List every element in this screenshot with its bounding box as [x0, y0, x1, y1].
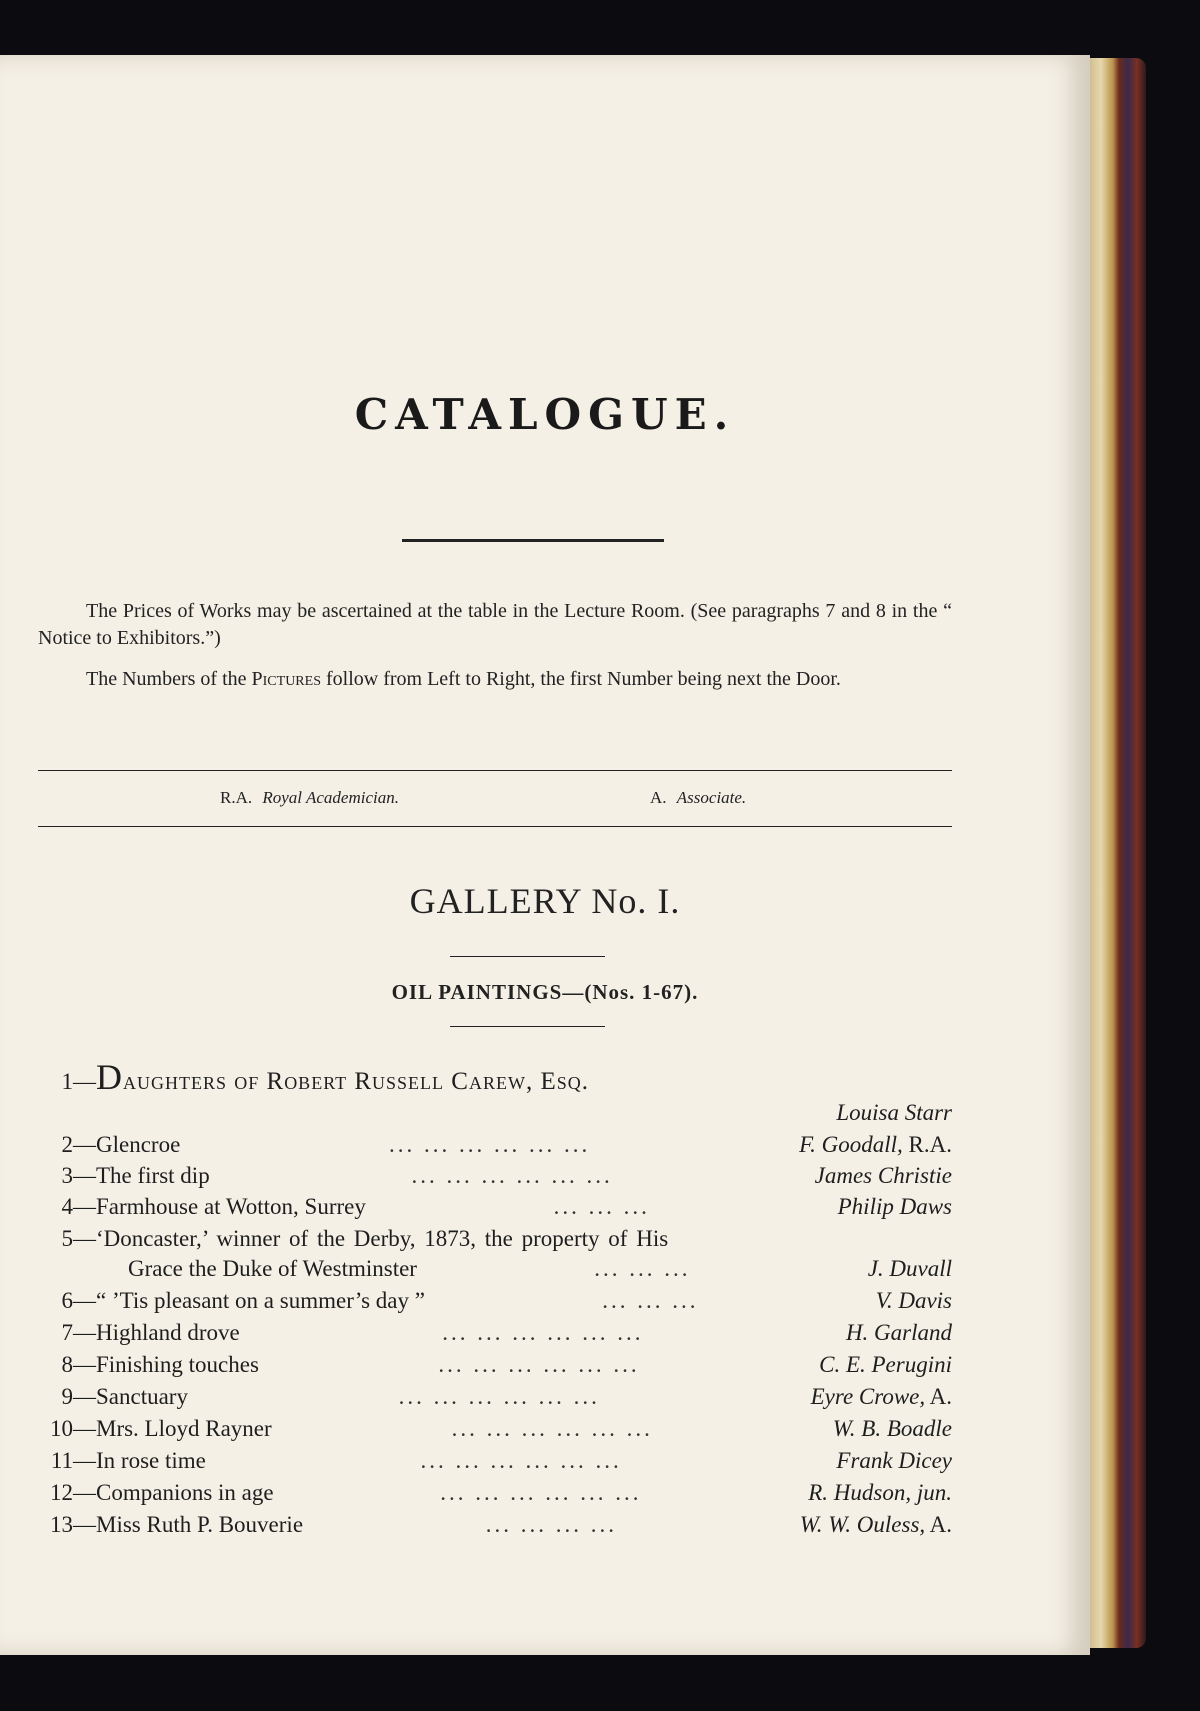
abbreviation-ra — [220, 788, 399, 808]
entry-leader-dots: ... ... ... ... — [485, 1512, 617, 1537]
entry-title — [96, 1056, 589, 1098]
entry-number: 1— — [61, 1069, 96, 1094]
entry-number: 2— — [61, 1132, 96, 1157]
entry-11 — [38, 1448, 952, 1474]
abbr-a-text: Associate. — [676, 788, 747, 807]
entry-artist: R. Hudson, jun. — [808, 1480, 952, 1505]
section-rule — [450, 1026, 605, 1027]
entry-number: 7— — [61, 1320, 96, 1345]
entry-leader-dots: ... ... ... — [594, 1256, 691, 1281]
entry-title: Glencroe — [96, 1132, 181, 1157]
entry-artist: W. B. Boadle — [832, 1416, 952, 1441]
entry-number: 5— — [61, 1226, 96, 1251]
entry-7 — [38, 1320, 952, 1346]
entry-artist — [799, 1132, 952, 1158]
entry-leader-dots: ... ... ... — [602, 1288, 699, 1313]
catalogue-page — [0, 55, 1090, 1655]
gallery-rule — [450, 956, 605, 957]
gallery-heading: GALLERY No. I. — [409, 881, 681, 921]
page-title: CATALOGUE. — [354, 390, 736, 439]
entry-title: Farmhouse at Wotton, Surrey — [96, 1194, 366, 1219]
entry-number: 10— — [50, 1416, 96, 1441]
entry-artist-name: Eyre Crowe, — [810, 1384, 926, 1409]
entry-leader-dots: ... ... ... ... ... ... — [451, 1416, 653, 1441]
entry-number: 12— — [50, 1480, 96, 1505]
entry-artist: C. E. Perugini — [819, 1352, 952, 1377]
entry-title: Miss Ruth P. Bouverie — [96, 1512, 304, 1537]
entry-3 — [38, 1163, 952, 1189]
entry-number: 8— — [61, 1352, 96, 1377]
entry-artist — [811, 1384, 952, 1410]
abbreviations-bottom-rule — [38, 826, 952, 827]
entry-9 — [38, 1384, 952, 1410]
entry-number: 3— — [61, 1163, 96, 1188]
entry-artist: H. Garland — [845, 1320, 952, 1345]
numbers-note — [38, 666, 952, 693]
entry-artist-suffix: A. — [925, 1384, 952, 1409]
entry-10 — [38, 1416, 952, 1442]
entry-title: Sanctuary — [96, 1384, 188, 1409]
entry-number: 9— — [61, 1384, 96, 1409]
entry-artist: Frank Dicey — [836, 1448, 952, 1473]
entry-artist-name: W. W. Ouless, — [799, 1512, 926, 1537]
entry-1-artist: Louisa Starr — [836, 1100, 952, 1125]
prices-note — [38, 598, 952, 652]
entry-title-initial: D — [96, 1057, 123, 1097]
entry-leader-dots: ... ... ... ... ... ... — [420, 1448, 622, 1473]
entry-title: Companions in age — [96, 1480, 274, 1505]
abbreviation-a — [650, 788, 746, 808]
abbreviations-top-rule — [38, 770, 952, 771]
abbr-ra-code: R.A. — [220, 788, 253, 807]
book-binding-edge — [1086, 58, 1146, 1648]
entry-number: 6— — [61, 1288, 96, 1313]
entry-title: “ ’Tis pleasant on a summer’s day ” — [96, 1288, 425, 1313]
entry-artist: V. Davis — [875, 1288, 952, 1313]
entry-leader-dots: ... ... ... ... ... ... — [438, 1352, 640, 1377]
entry-number: 11— — [50, 1448, 96, 1473]
entry-leader-dots: ... ... ... ... ... ... — [442, 1320, 644, 1345]
entry-4 — [38, 1194, 952, 1220]
entry-12 — [38, 1480, 952, 1506]
entry-title-rest: aughters of Robert Russell Carew, Esq. — [123, 1068, 589, 1095]
entry-artist-name: F. Goodall, — [799, 1132, 903, 1157]
entry-artist: James Christie — [814, 1163, 952, 1188]
entry-13 — [38, 1512, 952, 1538]
entry-5-continuation — [38, 1256, 952, 1282]
entry-leader-dots: ... ... ... ... ... ... — [440, 1480, 642, 1505]
abbr-ra-text: Royal Academician. — [262, 788, 399, 807]
entry-2 — [38, 1132, 952, 1158]
entry-title: Mrs. Lloyd Rayner — [96, 1416, 272, 1441]
entry-leader-dots: ... ... ... — [553, 1194, 650, 1219]
entry-artist: Philip Daws — [837, 1194, 952, 1219]
numbers-note-pictures: Pictures — [251, 668, 321, 690]
entry-leader-dots: ... ... ... ... ... ... — [411, 1163, 613, 1188]
entry-1 — [38, 1056, 952, 1098]
entry-5 — [38, 1226, 952, 1252]
entry-8 — [38, 1352, 952, 1378]
entry-title: ‘Doncaster,’ winner of the Derby, 1873, the property of His — [96, 1226, 669, 1251]
entry-artist-suffix: R.A. — [902, 1132, 952, 1157]
numbers-note-after: follow from Left to Right, the first Number being next the Door. — [320, 668, 841, 690]
entry-title: In rose time — [96, 1448, 206, 1473]
abbr-a-code: A. — [650, 788, 667, 807]
entry-number: 13— — [50, 1512, 96, 1537]
entry-artist — [800, 1512, 952, 1538]
entry-number: 4— — [61, 1194, 96, 1219]
entry-title: Highland drove — [96, 1320, 240, 1345]
entry-artist: J. Duvall — [867, 1256, 952, 1281]
title-underline — [402, 539, 664, 542]
numbers-note-before: The Numbers of the — [86, 668, 252, 690]
section-heading: OIL PAINTINGS—(Nos. 1-67). — [391, 980, 699, 1004]
entry-title: Finishing touches — [96, 1352, 259, 1377]
entry-6 — [38, 1288, 952, 1314]
entry-artist-suffix: A. — [925, 1512, 952, 1537]
entry-title-continuation: Grace the Duke of Westminster — [128, 1256, 417, 1281]
entry-title: The first dip — [96, 1163, 210, 1188]
entry-leader-dots: ... ... ... ... ... ... — [389, 1132, 591, 1157]
entry-leader-dots: ... ... ... ... ... ... — [398, 1384, 600, 1409]
prices-note-text: The Prices of Works may be ascertained at the table in the Lecture Room. (See paragraphs 7 and 8 in the “ Notice to Exhibitors.”) — [38, 600, 952, 649]
